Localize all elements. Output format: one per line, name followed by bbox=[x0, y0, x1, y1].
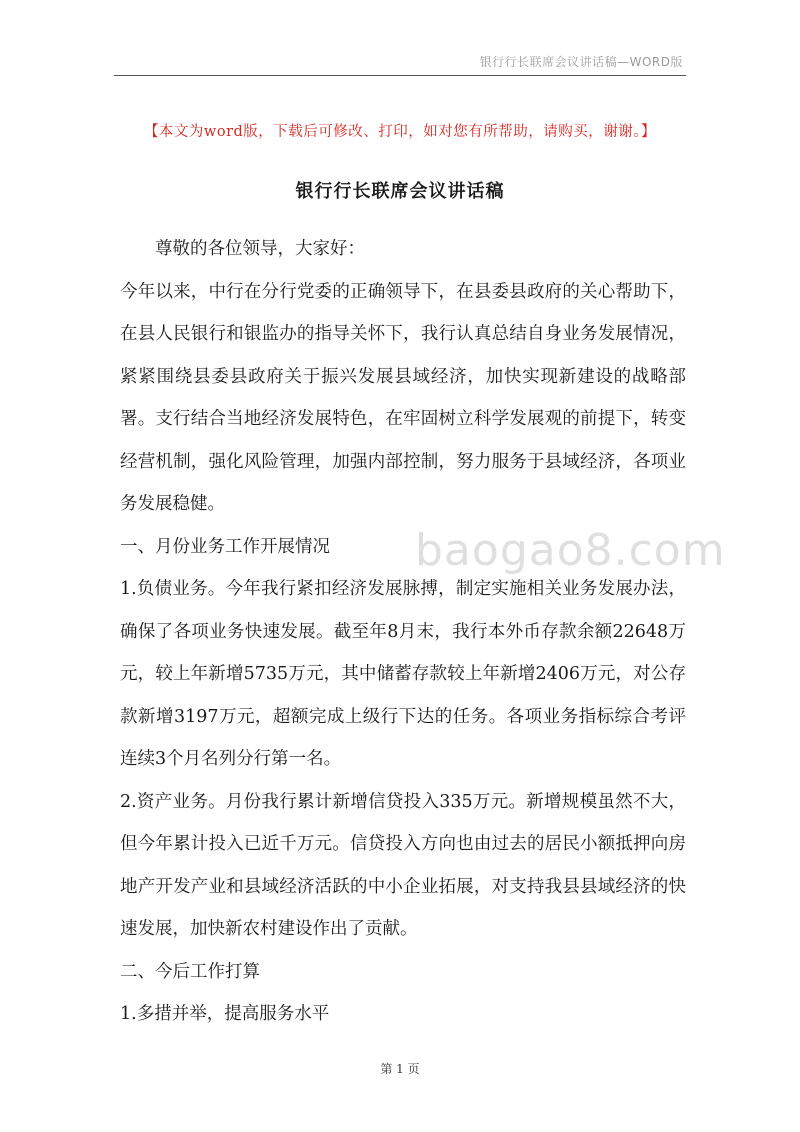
watermark: baogao8.com bbox=[415, 525, 726, 576]
page-number: 第 1 页 bbox=[380, 1062, 420, 1076]
running-header: 银行行长联席会议讲话稿—WORD版 bbox=[479, 55, 683, 69]
liability-business-paragraph: 1.负债业务。今年我行紧扣经济发展脉搏，制定实施相关业务发展办法，确保了各项业务快速发展。截至年8月末，我行本外币存款余额22648万元，较上年新增5735万元，其中储蓄存款较上年新增2406万元，对公存款新增3197万元，超额完成上级行下达的任务。各项业务指标综合考评连续3个月名列分行第一名。 bbox=[120, 579, 686, 769]
document-title: 银行行长联席会议讲话稿 bbox=[295, 181, 505, 202]
section-heading-1: 一、月份业务工作开展情况 bbox=[120, 536, 330, 557]
document-body bbox=[120, 228, 686, 1036]
greeting-paragraph: 尊敬的各位领导，大家好： bbox=[155, 239, 365, 259]
asset-business-paragraph: 2.资产业务。月份我行累计新增信贷投入335万元。新增规模虽然不大，但今年累计投入已近千万元。信贷投入方向也由过去的居民小额抵押向房地产开发产业和县域经济活跃的中小企业拓展，对支持我县县域经济的快速发展，加快新农村建设作出了贡献。 bbox=[120, 791, 686, 939]
header-divider bbox=[114, 75, 686, 76]
download-notice: 【本文为word版，下载后可修改、打印，如对您有所帮助，请购买，谢谢。】 bbox=[143, 124, 657, 140]
section-heading-2: 二、今后工作打算 bbox=[120, 961, 260, 982]
plan-item-1: 1.多措并举，提高服务水平 bbox=[120, 1004, 330, 1024]
intro-paragraph: 今年以来，中行在分行党委的正确领导下，在县委县政府的关心帮助下，在县人民银行和银监办的指导关怀下，我行认真总结自身业务发展情况，紧紧围绕县委县政府关于振兴发展县域经济，加快实现新建设的战略部署。支行结合当地经济发展特色，在牢固树立科学发展观的前提下，转变经营机制，强化风险管理，加强内部控制，努力服务于县域经济，各项业务发展稳健。 bbox=[120, 281, 686, 514]
